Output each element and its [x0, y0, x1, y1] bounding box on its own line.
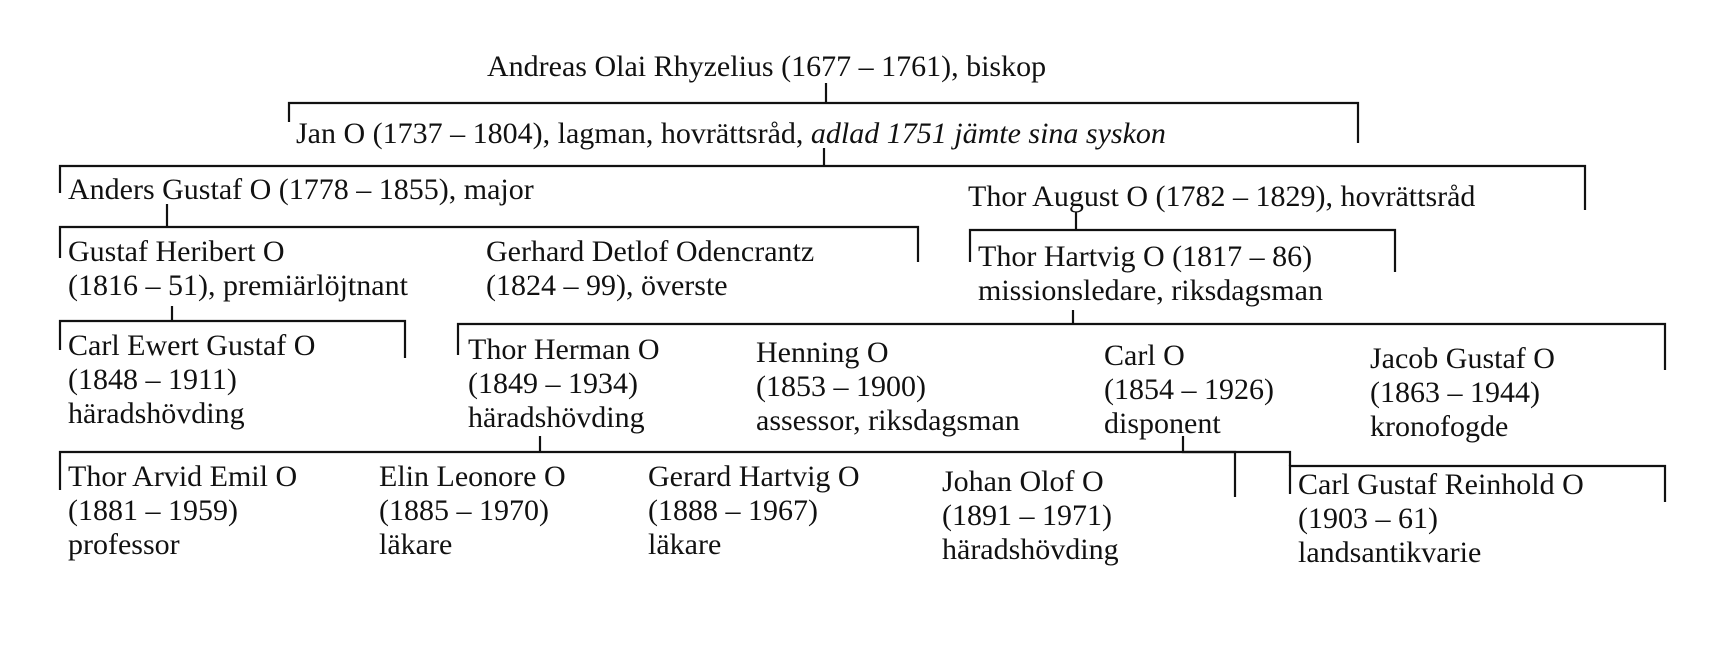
person-line: (1853 – 1900) — [756, 370, 926, 403]
person-jan-o — [296, 117, 1166, 151]
person-line: läkare — [648, 528, 722, 561]
person-line: (1888 – 1967) — [648, 494, 818, 527]
person-line: Elin Leonore O — [379, 460, 566, 493]
person-line: (1824 – 99), överste — [486, 269, 728, 302]
person-line: Gerhard Detlof Odencrantz — [486, 235, 815, 268]
person-carl-gustaf-reinhold-o — [1298, 468, 1584, 570]
person-line: Carl Gustaf Reinhold O — [1298, 468, 1584, 501]
person-line: professor — [68, 528, 180, 561]
person-gerhard-detlof-odencrantz — [486, 235, 814, 303]
person-line: Jacob Gustaf O — [1370, 342, 1555, 375]
person-line: (1854 – 1926) — [1104, 373, 1274, 406]
person-line: Carl Ewert Gustaf O — [68, 329, 316, 362]
ennoblement-note: adlad 1751 jämte sina syskon — [810, 117, 1166, 150]
person-henning-o — [756, 336, 1020, 438]
person-line: (1903 – 61) — [1298, 502, 1438, 535]
person-line: (1885 – 1970) — [379, 494, 549, 527]
person-johan-olof-o — [942, 465, 1119, 567]
person-line: Johan Olof O — [942, 465, 1104, 498]
person-line: kronofogde — [1370, 410, 1509, 443]
person-thor-arvid-emil-o — [68, 460, 297, 562]
person-line: (1891 – 1971) — [942, 499, 1112, 532]
person-line: häradshövding — [942, 533, 1119, 566]
person-thor-herman-o — [468, 333, 660, 435]
person-line: Anders Gustaf O (1778 – 1855), major — [68, 173, 534, 206]
person-andreas-olai-rhyzelius — [487, 50, 1046, 84]
person-line: (1881 – 1959) — [68, 494, 238, 527]
person-line: Thor Herman O — [468, 333, 660, 366]
person-line: Henning O — [756, 336, 889, 369]
person-line: häradshövding — [468, 401, 645, 434]
person-thor-august-o — [968, 180, 1475, 214]
person-line: Gerard Hartvig O — [648, 460, 860, 493]
person-line: (1863 – 1944) — [1370, 376, 1540, 409]
person-line: Jan O (1737 – 1804), lagman, hovrättsråd, — [296, 117, 811, 150]
person-line: Thor Hartvig O (1817 – 86) — [978, 240, 1313, 273]
person-line: Thor August O (1782 – 1829), hovrättsråd — [968, 180, 1476, 213]
person-line: landsantikvarie — [1298, 536, 1482, 569]
person-line: Thor Arvid Emil O — [68, 460, 298, 493]
person-anders-gustaf-o — [68, 173, 534, 207]
person-thor-hartvig-o — [978, 240, 1323, 308]
person-line: (1816 – 51), premiärlöjtnant — [68, 269, 408, 302]
person-carl-o — [1104, 339, 1274, 441]
person-line: disponent — [1104, 407, 1221, 440]
person-jacob-gustaf-o — [1370, 342, 1555, 444]
person-carl-ewert-gustaf-o — [68, 329, 315, 431]
person-elin-leonore-o — [379, 460, 566, 562]
person-line: (1848 – 1911) — [68, 363, 237, 396]
person-line: (1849 – 1934) — [468, 367, 638, 400]
person-line: assessor, riksdagsman — [756, 404, 1020, 437]
person-line: missionsledare, riksdagsman — [978, 274, 1323, 307]
person-line: Andreas Olai Rhyzelius (1677 – 1761), biskop — [487, 50, 1047, 83]
person-line: Gustaf Heribert O — [68, 235, 285, 268]
person-line: läkare — [379, 528, 453, 561]
person-gustaf-heribert-o — [68, 235, 408, 303]
person-line: Carl O — [1104, 339, 1185, 372]
person-gerard-hartvig-o — [648, 460, 860, 562]
person-line: häradshövding — [68, 397, 245, 430]
